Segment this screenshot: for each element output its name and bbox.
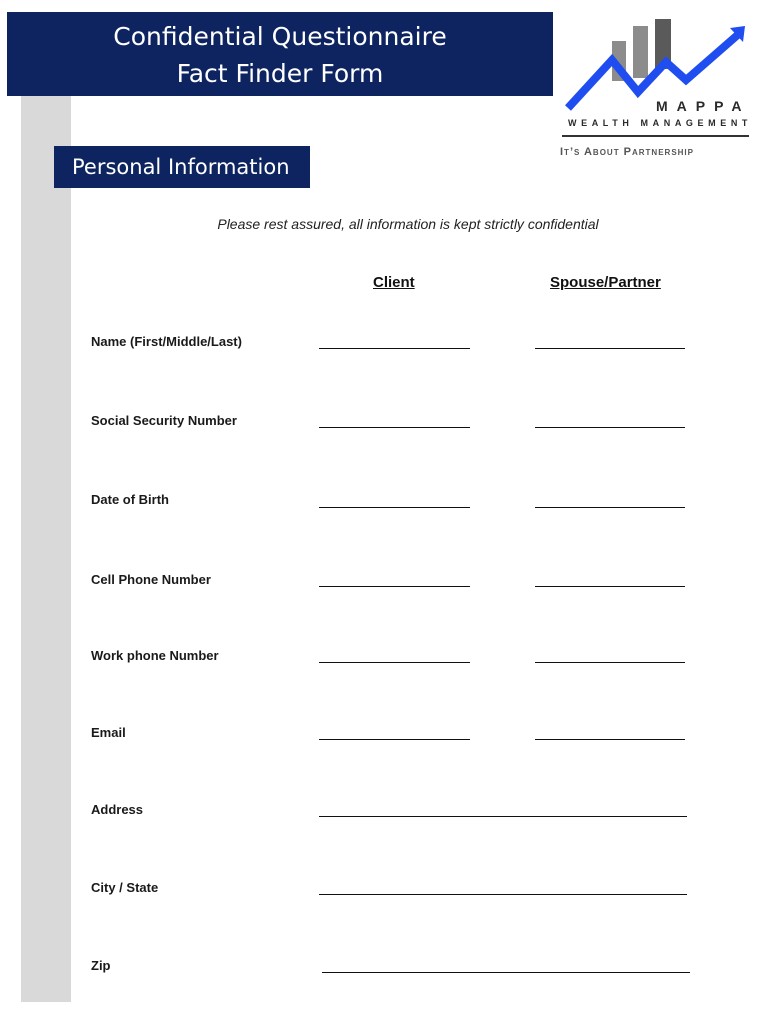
side-decoration-bar [21,96,71,1002]
client-name-field[interactable] [319,348,470,349]
client-work-phone-field[interactable] [319,662,470,663]
label-ssn: Social Security Number [91,413,237,428]
logo-subtitle: WEALTH MANAGEMENT [568,118,753,128]
column-header-client: Client [373,274,415,291]
label-name: Name (First/Middle/Last) [91,334,242,349]
company-logo [560,14,755,164]
form-title-banner [7,12,553,96]
logo-trend-line [568,32,741,108]
client-dob-field[interactable] [319,507,470,508]
section-heading: Personal Information [54,146,310,188]
spouse-cell-phone-field[interactable] [535,586,685,587]
confidentiality-notice: Please rest assured, all information is kept strictly confidential [217,216,599,232]
form-title-line2: Fact Finder Form [176,59,384,88]
label-cell-phone: Cell Phone Number [91,572,211,587]
address-field[interactable] [319,816,687,817]
spouse-ssn-field[interactable] [535,427,685,428]
label-work-phone: Work phone Number [91,648,219,663]
spouse-name-field[interactable] [535,348,685,349]
client-cell-phone-field[interactable] [319,586,470,587]
spouse-dob-field[interactable] [535,507,685,508]
label-email: Email [91,725,126,740]
logo-tagline: It’s About Partnership [560,146,694,158]
logo-wordmark: MAPPA [656,98,751,114]
column-header-spouse: Spouse/Partner [550,274,661,291]
spouse-email-field[interactable] [535,739,685,740]
client-email-field[interactable] [319,739,470,740]
label-city-state: City / State [91,880,159,895]
label-dob: Date of Birth [91,492,169,507]
label-address: Address [91,802,144,817]
city-state-field[interactable] [319,894,687,895]
logo-divider [562,135,749,137]
client-ssn-field[interactable] [319,427,470,428]
logo-bar-2 [633,26,648,78]
label-zip: Zip [91,958,111,973]
spouse-work-phone-field[interactable] [535,662,685,663]
zip-field[interactable] [322,972,690,973]
form-title-line1: Confidential Questionnaire [113,22,447,51]
